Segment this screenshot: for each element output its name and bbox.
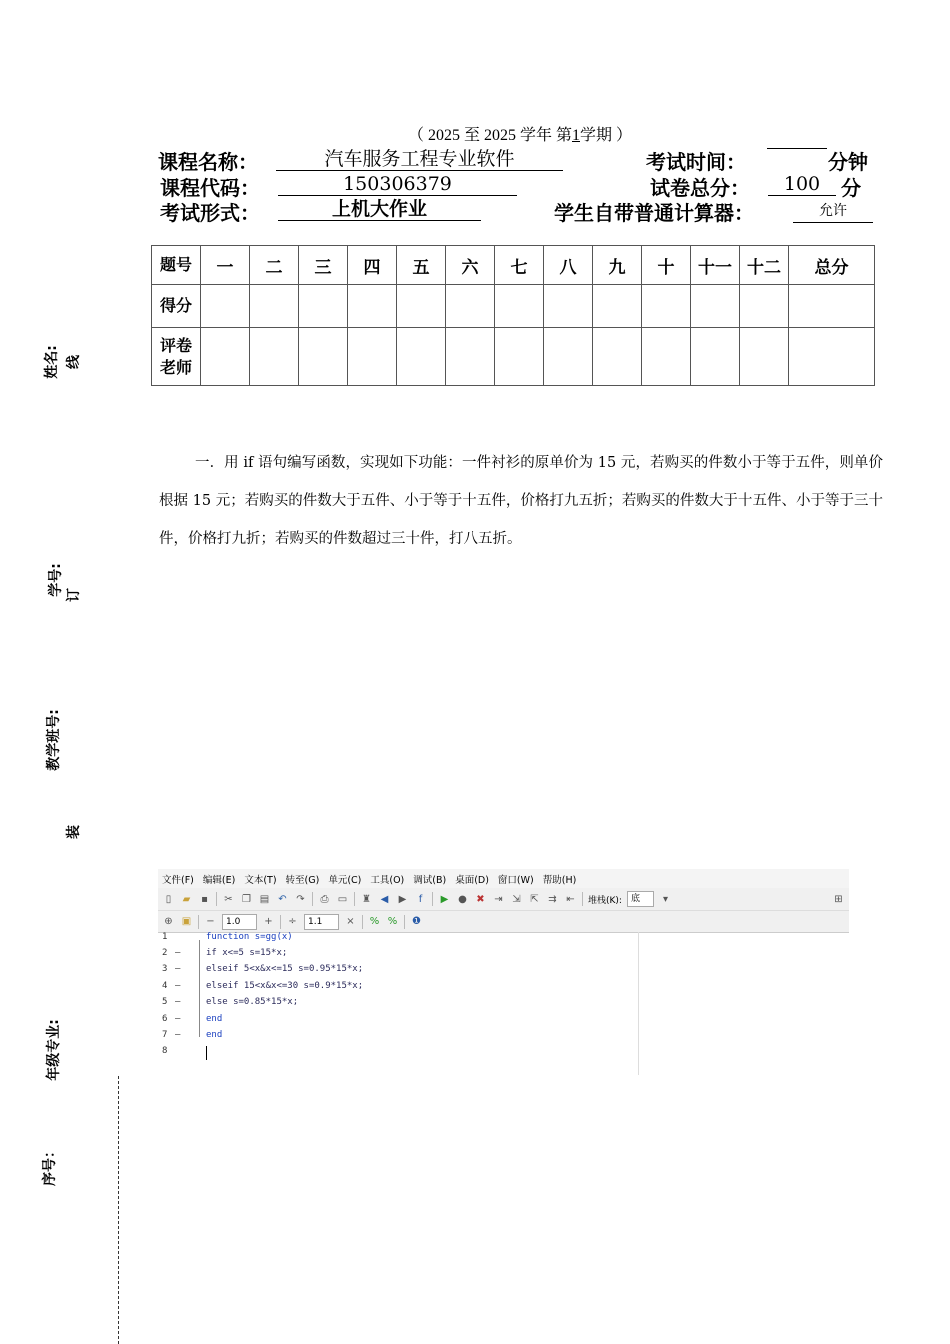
exam-time-label: 考试时间： (646, 150, 746, 174)
line-number: 4 (162, 981, 168, 991)
grader-cell (789, 328, 875, 386)
step-out-icon[interactable]: ⇱ (530, 893, 539, 905)
step-icon[interactable]: ⇥ (494, 893, 503, 905)
col-header: 九 (593, 246, 642, 285)
score-cell (691, 285, 740, 328)
col-header: 五 (397, 246, 446, 285)
save-icon[interactable]: ▪ (201, 893, 208, 905)
score-cell (446, 285, 495, 328)
line-number: 8 (162, 1046, 168, 1056)
total-score-unit: 分 (841, 176, 861, 200)
course-code-value: 150306379 (278, 173, 517, 196)
clear-breakpoint-icon[interactable]: ✖ (476, 893, 485, 905)
grader-cell (299, 328, 348, 386)
score-cell (299, 285, 348, 328)
grader-cell (740, 328, 789, 386)
forward-icon[interactable]: ▶ (398, 893, 407, 905)
col-header: 三 (299, 246, 348, 285)
menu-edit[interactable]: 编辑(E) (202, 874, 236, 886)
binding-cut-line (118, 1076, 119, 1344)
menu-help[interactable]: 帮助(H) (542, 874, 577, 886)
help-icon[interactable]: ❶ (412, 916, 421, 927)
zoom-a-input[interactable]: 1.0 (222, 914, 257, 930)
run-icon[interactable]: ▶ (440, 893, 449, 905)
question-number-header: 题号 (152, 246, 201, 285)
col-header: 十一 (691, 246, 740, 285)
cut-icon[interactable]: ✂ (224, 893, 233, 905)
term-line (0, 122, 950, 145)
line-marker: — (175, 981, 181, 991)
margin-bind-label: 订 (66, 588, 82, 602)
right-margin-line (638, 932, 639, 1075)
line-marker: — (175, 948, 181, 958)
col-header: 一 (201, 246, 250, 285)
grade-table-header-row (152, 246, 875, 285)
grader-cell (495, 328, 544, 386)
code-text: end (206, 1030, 223, 1040)
multiply-icon[interactable]: × (346, 916, 355, 927)
score-cell (397, 285, 446, 328)
back-icon[interactable]: ◀ (380, 893, 389, 905)
score-cell (593, 285, 642, 328)
exam-form-value: 上机大作业 (278, 198, 481, 221)
line-marker: — (175, 964, 181, 974)
stack-select[interactable]: 底 (627, 891, 654, 907)
exam-form-label: 考试形式： (160, 201, 260, 225)
margin-major-label: 年级专业: (45, 1019, 62, 1081)
score-cell (250, 285, 299, 328)
plus-icon[interactable]: + (264, 916, 273, 927)
score-cell (740, 285, 789, 328)
find-icon[interactable]: ♜ (362, 893, 371, 905)
toolbar-separator (280, 915, 281, 929)
code-text: if x<=5 s=15*x; (206, 948, 288, 958)
menu-desktop[interactable]: 桌面(D) (455, 874, 489, 886)
line-number: 7 (162, 1030, 168, 1040)
toolbar-separator (432, 892, 433, 906)
margin-class-label: 教学班号: (45, 709, 62, 771)
menu-tools[interactable]: 工具(O) (370, 874, 405, 886)
chevron-down-icon[interactable]: ▾ (662, 893, 668, 905)
function-icon[interactable]: f (418, 893, 423, 905)
score-cell (348, 285, 397, 328)
semester-number: 1 (572, 127, 580, 144)
toolbar-separator (312, 892, 313, 906)
grader-label-line2: 老师 (159, 357, 192, 377)
grader-cell (642, 328, 691, 386)
grader-cell (348, 328, 397, 386)
line-marker: — (175, 1030, 181, 1040)
col-header: 四 (348, 246, 397, 285)
score-cell (642, 285, 691, 328)
grader-cell (593, 328, 642, 386)
grader-cell (201, 328, 250, 386)
total-score-value: 100 (768, 173, 836, 196)
score-cell (201, 285, 250, 328)
toolbar-separator (362, 915, 363, 929)
col-header: 六 (446, 246, 495, 285)
toolbar-separator (216, 892, 217, 906)
step-in-icon[interactable]: ⇲ (512, 893, 521, 905)
code-text: elseif 5<x&x<=15 s=0.95*15*x; (206, 964, 364, 974)
matlab-editor-screenshot (158, 869, 849, 1075)
menu-debug[interactable]: 调试(B) (413, 874, 447, 886)
line-number: 2 (162, 948, 168, 958)
code-text: else s=0.85*15*x; (206, 997, 299, 1007)
menu-text[interactable]: 文本(T) (244, 874, 277, 886)
calculator-label: 学生自带普通计算器： (554, 201, 754, 225)
toolbar-separator (198, 915, 199, 929)
toolbar-separator (582, 892, 583, 906)
fold-bar (199, 940, 200, 1037)
text-cursor (206, 1046, 207, 1060)
redo-icon[interactable]: ↷ (296, 893, 305, 905)
breakpoint-icon[interactable]: ● (458, 893, 467, 905)
grader-cell (544, 328, 593, 386)
stack-label: 堆栈(K): (588, 895, 622, 906)
zoom-b-input[interactable]: 1.1 (304, 914, 339, 930)
line-marker: — (175, 997, 181, 1007)
line-marker: — (175, 1014, 181, 1024)
grader-label (152, 328, 201, 386)
margin-seq-label: 序号： (42, 1144, 58, 1186)
code-text: elseif 15<x&x<=30 s=0.9*15*x; (206, 981, 364, 991)
grader-cell (446, 328, 495, 386)
line-number: 5 (162, 997, 168, 1007)
paste-icon[interactable]: ▤ (259, 893, 270, 905)
copy-icon[interactable]: ❐ (242, 893, 251, 905)
margin-install-label: 装 (66, 825, 82, 839)
total-score-label: 试卷总分： (650, 176, 750, 200)
margin-name-label: 姓名: (43, 345, 60, 379)
dock-grid-icon[interactable]: ⊞ (834, 893, 843, 905)
toolbar-separator (354, 892, 355, 906)
course-code-label: 课程代码： (160, 176, 260, 200)
line-number: 6 (162, 1014, 168, 1024)
editor-toolbar-main (158, 888, 849, 911)
toolbar-separator (404, 915, 405, 929)
grader-cell (691, 328, 740, 386)
continue-icon[interactable]: ⇉ (548, 893, 557, 905)
comment-icon[interactable]: ▭ (337, 893, 348, 905)
new-file-icon[interactable]: ▯ (165, 893, 172, 905)
exit-debug-icon[interactable]: ⇤ (566, 893, 575, 905)
minus-icon[interactable]: − (206, 916, 215, 927)
editor-menubar (158, 869, 849, 888)
col-header: 十 (642, 246, 691, 285)
grader-cell (397, 328, 446, 386)
code-text: function s=gg(x) (206, 932, 293, 942)
code-area[interactable] (158, 932, 849, 1075)
code-text: end (206, 1014, 223, 1024)
score-cell (789, 285, 875, 328)
menu-window[interactable]: 窗口(W) (497, 874, 534, 886)
exam-time-unit: 分钟 (828, 150, 868, 174)
undo-icon[interactable]: ↶ (278, 893, 287, 905)
col-header: 八 (544, 246, 593, 285)
course-name-value: 汽车服务工程专业软件 (276, 148, 563, 171)
col-header: 二 (250, 246, 299, 285)
term-close: 学期 ） (580, 127, 633, 144)
cell-run-icon[interactable]: % (387, 916, 398, 927)
course-name-label: 课程名称： (158, 150, 258, 174)
score-label: 得分 (152, 285, 201, 328)
cell-eval-icon[interactable]: ▣ (181, 916, 192, 927)
score-row (152, 285, 875, 328)
line-number: 3 (162, 964, 168, 974)
menu-cell[interactable]: 单元(C) (328, 874, 362, 886)
cell-time-icon[interactable]: % (369, 916, 380, 927)
score-cell (544, 285, 593, 328)
grader-cell (250, 328, 299, 386)
term-open: （ 2025 至 2025 学年 第 (407, 127, 572, 144)
exam-time-value (767, 148, 827, 149)
divide-icon[interactable]: ÷ (288, 916, 297, 927)
total-header: 总分 (789, 246, 875, 285)
menu-file[interactable]: 文件(F) (162, 874, 194, 886)
insert-cell-icon[interactable]: ⊕ (164, 916, 173, 927)
print-icon[interactable]: ⎙ (320, 893, 329, 905)
open-folder-icon[interactable]: ▰ (182, 893, 191, 905)
score-cell (495, 285, 544, 328)
calculator-value: 允许 (793, 200, 873, 223)
margin-line-label: 线 (66, 355, 82, 369)
col-header: 十二 (740, 246, 789, 285)
grader-row (152, 328, 875, 386)
menu-goto[interactable]: 转至(G) (285, 874, 320, 886)
margin-student-id-label: 学号: (47, 563, 64, 597)
editor-toolbar-cell (158, 911, 849, 933)
question-text: 一．用 if 语句编写函数，实现如下功能：一件衬衫的原单价为 15 元，若购买的件数小于等于五件，则单价根据 15 元；若购买的件数大于五件、小于等于十五件，价格打九五折；若购买的件数大于十五件、小于等于三十件，价格打九折；若购买的件数超过三十件，打八五折。 (159, 455, 883, 547)
grader-label-line1: 评卷 (159, 335, 192, 355)
line-number: 1 (162, 932, 168, 942)
grade-table (151, 245, 875, 386)
col-header: 七 (495, 246, 544, 285)
